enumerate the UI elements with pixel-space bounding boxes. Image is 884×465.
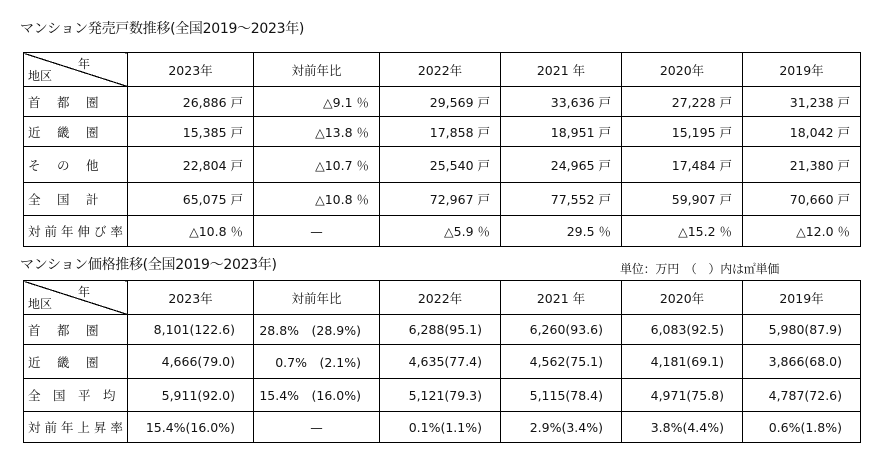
table-cell: 21,380 戸 [743, 147, 861, 183]
table-cell: 15.4%(16.0%) [128, 412, 254, 443]
table-cell: 5,911(92.0) [128, 379, 254, 412]
table-cell: △10.8 ％ [128, 216, 254, 247]
table-cell: 15,195 戸 [622, 117, 743, 147]
column-header: 2019年 [743, 53, 861, 87]
table2-title: マンション価格推移(全国2019〜2023年) [20, 257, 277, 273]
table-cell: 24,965 戸 [501, 147, 622, 183]
table1-title: マンション発売戸数推移(全国2019〜2023年) [20, 21, 305, 37]
table-cell: 5,115(78.4) [501, 379, 622, 412]
table-row [24, 379, 861, 412]
column-header: 2019年 [743, 281, 861, 315]
table-cell: 70,660 戸 [743, 183, 861, 216]
table-cell: 26,886 戸 [128, 87, 254, 117]
column-header: 2023年 [128, 281, 254, 315]
row-label: 近 畿 圏 [24, 345, 128, 379]
table-cell: 6,083(92.5) [622, 315, 743, 345]
units-sold-table [23, 52, 861, 247]
table-cell: 18,951 戸 [501, 117, 622, 147]
table-row [24, 216, 861, 247]
column-header: 2021 年 [501, 53, 622, 87]
table-cell: 27,228 戸 [622, 87, 743, 117]
table-cell: 6,288(95.1) [380, 315, 501, 345]
table-cell: 15.4% (16.0%) [254, 379, 380, 412]
column-header: 2020年 [622, 281, 743, 315]
table-cell: 0.7% (2.1%) [254, 345, 380, 379]
row-label: そ の 他 [24, 147, 128, 183]
table-cell: 22,804 戸 [128, 147, 254, 183]
table-cell: 0.6%(1.8%) [743, 412, 861, 443]
table-row [24, 147, 861, 183]
table-cell: 8,101(122.6) [128, 315, 254, 345]
table-cell: 6,260(93.6) [501, 315, 622, 345]
row-label: 対 前 年 伸 び 率 [24, 216, 128, 247]
corner-col-label: 年 [78, 285, 91, 299]
table-cell: — [254, 412, 380, 443]
table-cell: 17,484 戸 [622, 147, 743, 183]
table-cell: 65,075 戸 [128, 183, 254, 216]
table-cell: △15.2 ％ [622, 216, 743, 247]
table-cell: 2.9%(3.4%) [501, 412, 622, 443]
table-row [24, 315, 861, 345]
row-label: 対 前 年 上 昇 率 [24, 412, 128, 443]
table-cell: 29,569 戸 [380, 87, 501, 117]
table-cell: 5,980(87.9) [743, 315, 861, 345]
corner-row-label: 地区 [28, 69, 53, 83]
table-row [24, 87, 861, 117]
table-cell: 3.8%(4.4%) [622, 412, 743, 443]
corner-cell [24, 281, 128, 315]
table-row [24, 412, 861, 443]
table-cell: — [254, 216, 380, 247]
table-row [24, 117, 861, 147]
table-cell: △13.8 ％ [254, 117, 380, 147]
table-cell: 25,540 戸 [380, 147, 501, 183]
table-cell: 17,858 戸 [380, 117, 501, 147]
table-cell: 15,385 戸 [128, 117, 254, 147]
corner-row-label: 地区 [28, 297, 53, 311]
table-cell: 4,666(79.0) [128, 345, 254, 379]
table-cell: 31,238 戸 [743, 87, 861, 117]
row-label: 全 国 計 [24, 183, 128, 216]
row-label: 首 都 圏 [24, 87, 128, 117]
table-cell: 33,636 戸 [501, 87, 622, 117]
column-header: 対前年比 [254, 53, 380, 87]
table-cell: 4,635(77.4) [380, 345, 501, 379]
table-cell: 28.8% (28.9%) [254, 315, 380, 345]
table-cell: 29.5 ％ [501, 216, 622, 247]
column-header: 2022年 [380, 53, 501, 87]
table-cell: 0.1%(1.1%) [380, 412, 501, 443]
table-cell: △12.0 ％ [743, 216, 861, 247]
unit-note: 単位：万円 （ ）内は㎡単価 [620, 262, 780, 276]
table-row [24, 183, 861, 216]
table-cell: 4,971(75.8) [622, 379, 743, 412]
table-cell: △10.8 ％ [254, 183, 380, 216]
column-header: 2023年 [128, 53, 254, 87]
corner-col-label: 年 [78, 57, 91, 71]
row-label: 首 都 圏 [24, 315, 128, 345]
table-cell: 72,967 戸 [380, 183, 501, 216]
table-cell: 3,866(68.0) [743, 345, 861, 379]
row-label: 全 国 平 均 [24, 379, 128, 412]
table-cell: △9.1 ％ [254, 87, 380, 117]
table-cell: 59,907 戸 [622, 183, 743, 216]
column-header: 対前年比 [254, 281, 380, 315]
table-cell: 4,181(69.1) [622, 345, 743, 379]
table-header-row [24, 281, 861, 315]
corner-cell [24, 53, 128, 87]
table-cell: 4,562(75.1) [501, 345, 622, 379]
table-cell: △10.7 ％ [254, 147, 380, 183]
table-cell: △5.9 ％ [380, 216, 501, 247]
column-header: 2021 年 [501, 281, 622, 315]
table-cell: 18,042 戸 [743, 117, 861, 147]
table-row [24, 345, 861, 379]
column-header: 2020年 [622, 53, 743, 87]
column-header: 2022年 [380, 281, 501, 315]
price-table [23, 280, 861, 443]
table-cell: 5,121(79.3) [380, 379, 501, 412]
table-cell: 77,552 戸 [501, 183, 622, 216]
table-header-row [24, 53, 861, 87]
table-cell: 4,787(72.6) [743, 379, 861, 412]
row-label: 近 畿 圏 [24, 117, 128, 147]
